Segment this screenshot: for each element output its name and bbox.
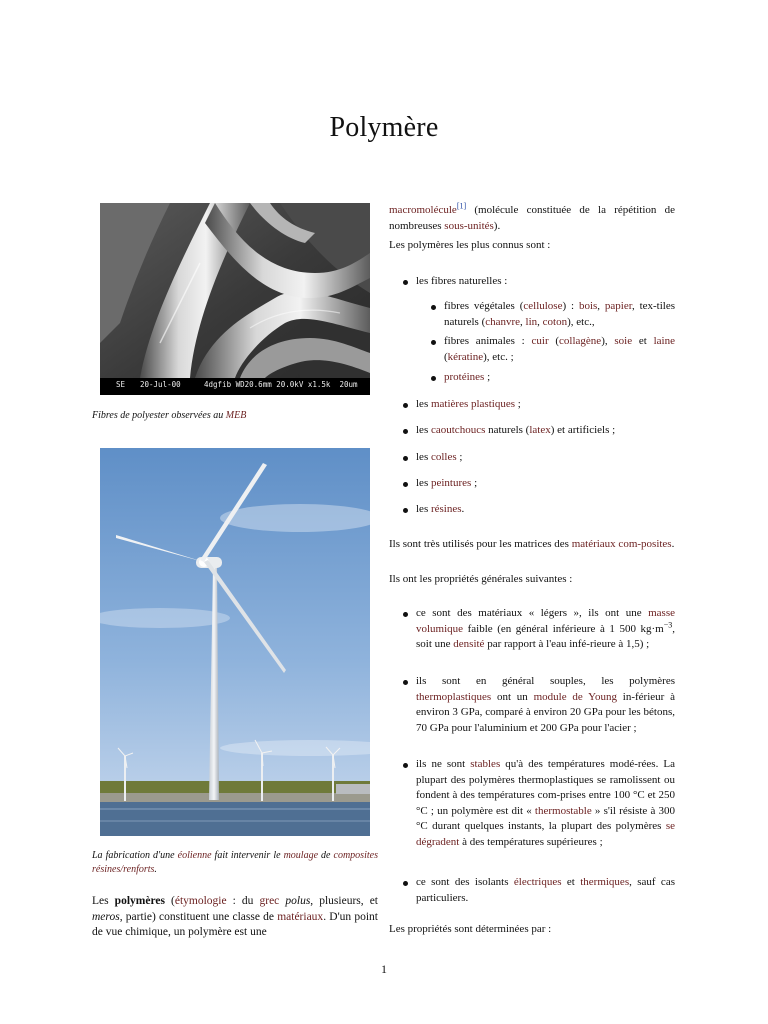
list-item-fibres-vegetales: fibres végétales (cellulose) : bois, papier, tex-tiles naturels (chanvre, lin, coton), etc., [444,299,675,330]
link-peintures[interactable]: peintures [430,477,472,489]
sem-info-left: SE [116,380,126,389]
link-composites[interactable]: composites résines/renforts [92,850,378,875]
list-item-matieres-plastiques: les matières plastiques ; [416,397,675,413]
link-collagene[interactable]: collagène [559,335,602,347]
link-chanvre[interactable]: chanvre [485,315,521,328]
link-grec[interactable]: grec [259,895,280,907]
list-item-resines: les résines. [416,502,675,518]
link-proteines[interactable]: protéines [444,371,485,383]
link-laine[interactable]: laine [653,335,675,347]
link-colles[interactable]: colles [430,451,457,463]
link-moulage[interactable]: moulage [283,850,319,861]
link-eolienne[interactable]: éolienne [177,850,212,861]
list-item-isolants: ce sont des isolants électriques et thermiques, sauf cas particuliers. [416,875,675,906]
list-item-fibres-animales: fibres animales : cuir (collagène), soie et laine (kératine), etc. ; [444,334,675,365]
link-matieres-plastiques[interactable]: matières plastiques [430,398,515,410]
usage-paragraph: Ils sont très utilisés pour les matrices des matériaux com-posites. [389,538,675,550]
continuation-paragraph: macromolécule[1] (molécule constituée de la répétition de nombreuses sous-unités). [389,201,675,232]
known-polymers-intro: Les polymères les plus connus sont : [389,239,551,251]
link-materiaux-composites[interactable]: matériaux com-posites [571,538,672,550]
list-item-colles: les colles ; [416,450,675,466]
figure-caption-sem: Fibres de polyester observées au MEB [92,410,247,421]
intro-paragraph: Les polymères (étymologie : du grec polus, plusieurs, et meros, partie) constituent une classe de matériaux. D'un point de vue chimique, un polymère est une [92,895,379,938]
page-number: 1 [381,962,387,976]
sem-info-right: 4dgfib WD20.6mm 20.0kV x1.5k 20um [204,380,358,389]
link-lin[interactable]: lin [525,315,538,328]
list-item-peintures: les peintures ; [416,476,675,492]
list-item-stables: ils ne sont stables qu'à des températures modé-rées. La plupart des polymères thermoplastiques se ramolissent ou fondent à des températures com-prises entre 100 °C et 250 °C ; un polymère est dit « thermostable » s'il résiste à 300 °C durant quelques instants, la plupart des polymères se dégradent à des températures supérieures ; [416,757,675,850]
link-latex[interactable]: latex [529,424,551,436]
link-cellulose[interactable]: cellulose [523,300,563,312]
list-item-souples: ils sont en général souples, les polymères thermoplastiques ont un module de Young in-férieur à environ 3 GPa, comparé à environ 20 GPa pour les bétons, 70 GPa pour l'aluminium et 200 GPa pour l'acier ; [416,674,675,736]
link-masse-volumique[interactable]: masse volumique [416,607,675,635]
properties-intro: Ils ont les propriétés générales suivantes : [389,573,573,585]
link-cuir[interactable]: cuir [531,335,549,347]
link-papier[interactable]: papier [604,300,632,312]
link-etymologie[interactable]: étymologie [174,895,227,907]
list-item-caoutchoucs: les caoutchoucs naturels (latex) et artificiels ; [416,423,675,439]
link-thermoplastiques[interactable]: thermoplastiques [416,690,492,703]
figure-caption-turbine: La fabrication d'une éolienne fait intervenir le moulage de composites résines/renforts. [92,850,378,875]
list-item-legers: ce sont des matériaux « légers », ils ont une masse volumique faible (en général inférieure à 1 500 $kg\cdot m^{-3}$, soit une densité par rapport à l'eau infé-rieure à 1,5) ; [416,606,675,653]
link-soie[interactable]: soie [614,335,633,347]
link-bois[interactable]: bois [578,300,598,312]
list-item-proteines: protéines ; [444,370,675,386]
wind-turbine-photo [100,448,370,836]
link-keratine[interactable]: kératine [447,350,484,363]
determined-by-paragraph: Les propriétés sont déterminées par : [389,923,552,935]
link-materiaux[interactable]: matériaux [277,910,324,923]
link-thermiques[interactable]: thermiques [580,876,630,888]
link-macromolecule[interactable]: macromolécule [389,204,457,216]
link-stables[interactable]: stables [470,758,501,770]
sem-fiber-image [100,203,370,395]
link-thermostable[interactable]: thermostable [534,804,592,817]
link-densite[interactable]: densité [453,638,485,650]
page-title: Polymère [329,112,439,143]
link-meb[interactable]: MEB [225,410,247,421]
link-sous-unites[interactable]: sous-unités [444,219,494,232]
reference-1[interactable]: [1] [456,201,467,211]
link-resines[interactable]: résines [430,503,462,515]
link-coton[interactable]: coton [542,315,568,328]
link-electriques[interactable]: électriques [513,876,562,888]
link-se-degradent[interactable]: se dégradent [416,820,675,848]
link-caoutchoucs[interactable]: caoutchoucs [430,424,486,436]
list-item-fibres-naturelles: les fibres naturelles : [416,274,675,290]
link-module-de-young[interactable]: module de Young [533,690,617,703]
sem-date: 20-Jul-00 [140,380,181,389]
